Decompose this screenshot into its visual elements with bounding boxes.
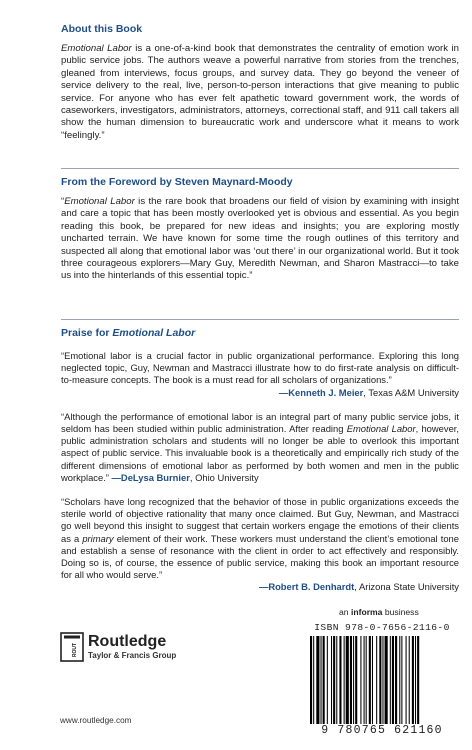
praise-quote-3 (61, 496, 459, 594)
praise-heading-italic: Emotional Labor (112, 327, 196, 339)
quote-text-b: , however, public administration scholars and students will no longer be able to overlook this important aspect of public service. This invaluable book is a theoretically and empirically rich study of the different dimensions of emotional labor as performed by both women and men in the public workplace.” (61, 423, 459, 483)
barcode-bar (382, 636, 383, 724)
barcode-bar (321, 636, 322, 724)
foreword-open-quote: “ (61, 196, 65, 207)
barcode-bar (339, 636, 341, 724)
quote-affiliation: , Ohio University (189, 471, 259, 483)
about-text: is a one-of-a-kind book that demonstrates the centrality of emotion work in public service jobs. The authors weave a powerful narrative from stories from the trenches, gleaned from interviews, focus groups, and survey data. They go beyond the veneer of service delivery to the real, live, person-to-person interactions that give meaning to public service. For anyone who has ever felt apathetic toward government work, the words of caseworkers, investigators, administrators, attorneys, correctional staff, and 911 call takers all show the human dimension to bureaucratic work and underscore what it means to work “feelingly.” (61, 43, 459, 141)
praise-heading-prefix: Praise for (61, 327, 113, 339)
quote-author: —Kenneth J. Meier (278, 386, 364, 398)
barcode-bar (327, 636, 328, 724)
informa-business-label (339, 607, 419, 617)
barcode-bar (390, 636, 391, 724)
foreword-title-italic: Emotional Labor (64, 196, 135, 207)
barcode-bar (366, 636, 367, 724)
barcode-bar (350, 636, 352, 724)
about-section (61, 23, 459, 142)
isbn-number: ISBN 978-0-7656-2116-0 (314, 622, 450, 633)
barcode-bar (415, 636, 416, 724)
barcode-bar (392, 636, 394, 724)
barcode-bar (376, 636, 377, 724)
barcode-bar (360, 636, 361, 724)
publisher-subtitle: Taylor & Francis Group (88, 651, 177, 660)
divider (61, 319, 459, 320)
barcode-bar (346, 636, 349, 724)
quote-author: —Robert B. Denhardt (258, 581, 355, 593)
quote-text: “Emotional labor is a crucial factor in public organizational performance. Exploring this long neglected topic, Guy, Newman and Mastracci illustrate how to do first-rate analysis on difficult-to-measure concepts. The book is a must read for all scholars of organizations.” (61, 350, 459, 386)
barcode-bar (313, 636, 314, 724)
foreword-heading: From the Foreword by Steven Maynard-Moody (61, 176, 293, 188)
routledge-logo-icon (60, 632, 84, 662)
barcode-bar (355, 636, 357, 724)
quote-affiliation: , Texas A&M University (363, 386, 459, 398)
about-title-italic: Emotional Labor (61, 43, 132, 54)
quote-text-a: “Scholars have long recognized that the behavior of those in public organizations exceeds the sterile world of objective rationality that many once claimed. But Guy, Newman, and Mastracci go well beyond this insight to suggest that certain workers engage the emotions of their clients as a (61, 496, 459, 544)
praise-heading (61, 327, 459, 340)
publisher-name: Routledge (88, 633, 167, 650)
barcode-bar (344, 636, 345, 724)
informa-prefix: an (339, 607, 351, 617)
foreword-body (61, 196, 459, 283)
svg-text:ROUT: ROUT (72, 642, 78, 658)
barcode-bar (310, 636, 312, 724)
barcode-bar (401, 636, 402, 724)
quote-text-a: “Although the performance of emotional labor is an integral part of many public service jobs, it seldom has been studied within public administration. After reading (61, 410, 459, 435)
barcode-bar (336, 636, 337, 724)
barcode-bar (333, 636, 335, 724)
barcode-bar (331, 636, 332, 724)
foreword-text: is the rare book that broadens our field of vision by examining with insight and care a topic that has been mostly overlooked yet is obvious and essential. As you begin reading this book, be prepared for new ideas and insights; you are exploring mostly uncharted terrain. We have known for some time the rough outlines of this territory and suspected all along that emotional labor was ‘out there’ in our organizational world. But it took three courageous explorers—Mary Guy, Meredith Newman, and Sharon Mastracci—to take us into the hinterlands of this essential topic.” (61, 196, 459, 282)
barcode-bar (379, 636, 381, 724)
barcode-bar (353, 636, 354, 724)
quote-author: —DeLysa Burnier (111, 471, 190, 483)
foreword-section (61, 176, 459, 283)
about-body (61, 43, 459, 142)
praise-section (61, 327, 459, 594)
barcode-bar (409, 636, 410, 724)
barcode-bar (369, 636, 371, 724)
quote-text (61, 496, 459, 581)
about-heading: About this Book (61, 23, 143, 35)
quote-italic: Emotional Labor (346, 423, 416, 435)
praise-quote-1 (61, 350, 459, 399)
quote-italic: primary (82, 532, 114, 544)
barcode-bar (412, 636, 414, 724)
barcode-bar (417, 636, 419, 724)
publisher-url: www.routledge.com (60, 716, 132, 725)
quote-attribution (61, 387, 459, 399)
barcode-bar (395, 636, 397, 724)
informa-suffix: business (382, 607, 419, 617)
barcode-bar (399, 636, 400, 724)
quote-text-b: element of their work. These workers must understand the client’s emotional tone and establish a sense of resonance with the client in order to act effectively and responsibly. Doing so is, of course, the essence of public service, making this book an important resource for all who would serve.” (61, 532, 459, 581)
quote-text (61, 411, 459, 484)
publisher-logo (60, 632, 200, 662)
informa-bold: informa (350, 607, 383, 617)
barcode-bar (372, 636, 373, 724)
isbn-barcode (303, 622, 461, 740)
quote-attribution (61, 581, 459, 593)
barcode-icon (309, 636, 459, 724)
praise-quote-2 (61, 411, 459, 484)
barcode-bar (316, 636, 319, 724)
barcode-bar (406, 636, 407, 724)
barcode-bar (385, 636, 388, 724)
divider (61, 168, 459, 169)
barcode-bar (364, 636, 365, 724)
barcode-bar (323, 636, 325, 724)
quote-affiliation: , Arizona State University (354, 581, 459, 593)
barcode-number: 9 780765 621160 (321, 724, 443, 737)
